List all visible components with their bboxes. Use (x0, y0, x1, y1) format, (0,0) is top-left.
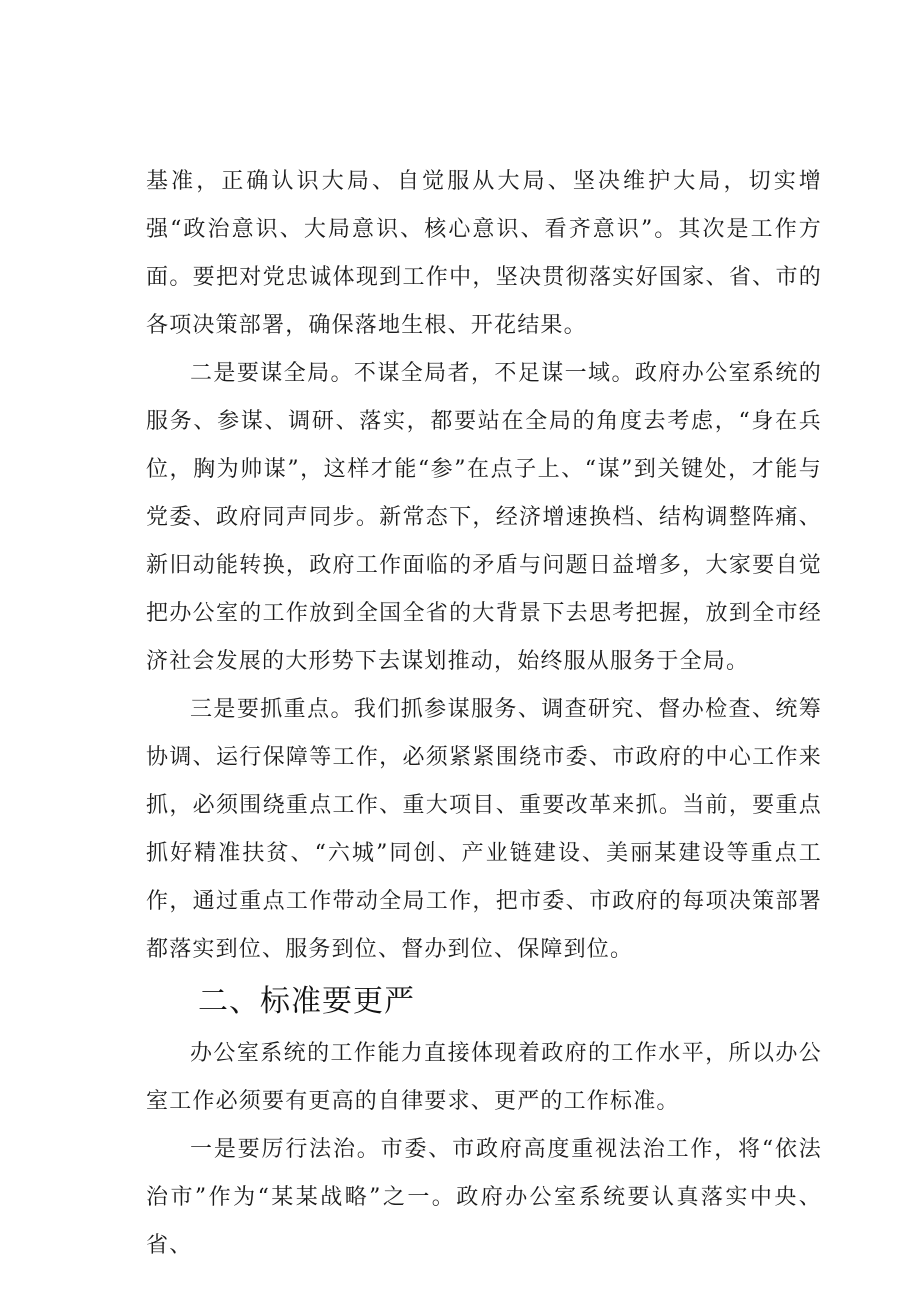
paragraph-rule-of-law: 一是要厉行法治。市委、市政府高度重视法治工作，将“依法治市”作为“某某战略”之一。政府办公室系统要认真落实中央、省、 (146, 1137, 822, 1258)
document-body (146, 158, 822, 1270)
section-heading: 二、标准要更严 (198, 984, 415, 1019)
paragraph-plan-overall: 二是要谋全局。不谋全局者，不足谋一域。政府办公室系统的服务、参谋、调研、落实，都要站在全局的角度去考虑，“身在兵位，胸为帅谋”，这样才能“参”在点子上、“谋”到关键处，才能与党委、政府同声同步。新常态下，经济增速换档、结构调整阵痛、新旧动能转换，政府工作面临的矛盾与问题日益增多，大家要自觉把办公室的工作放到全国全省的大背景下去思考把握，放到全市经济社会发展的大形势下去谋划推动，始终服从服务于全局。 (146, 361, 822, 674)
paragraph-focus-key-points: 三是要抓重点。我们抓参谋服务、调查研究、督办检查、统筹协调、运行保障等工作，必须紧紧围绕市委、市政府的中心工作来抓，必须围绕重点工作、重大项目、重要改革来抓。当前，要重点抓好精准扶贫、“六城”同创、产业链建设、美丽某建设等重点工作，通过重点工作带动全局工作，把市委、市政府的每项决策部署都落实到位、服务到位、督办到位、保障到位。 (146, 697, 822, 962)
paragraph-section-intro: 办公室系统的工作能力直接体现着政府的工作水平，所以办公室工作必须要有更高的自律要求、更严的工作标准。 (146, 1041, 822, 1114)
paragraph-continuation: 基准，正确认识大局、自觉服从大局、坚决维护大局，切实增强“政治意识、大局意识、核心意识、看齐意识”。其次是工作方面。要把对党忠诚体现到工作中，坚决贯彻落实好国家、省、市的各项决策部署，确保落地生根、开花结果。 (146, 169, 822, 338)
